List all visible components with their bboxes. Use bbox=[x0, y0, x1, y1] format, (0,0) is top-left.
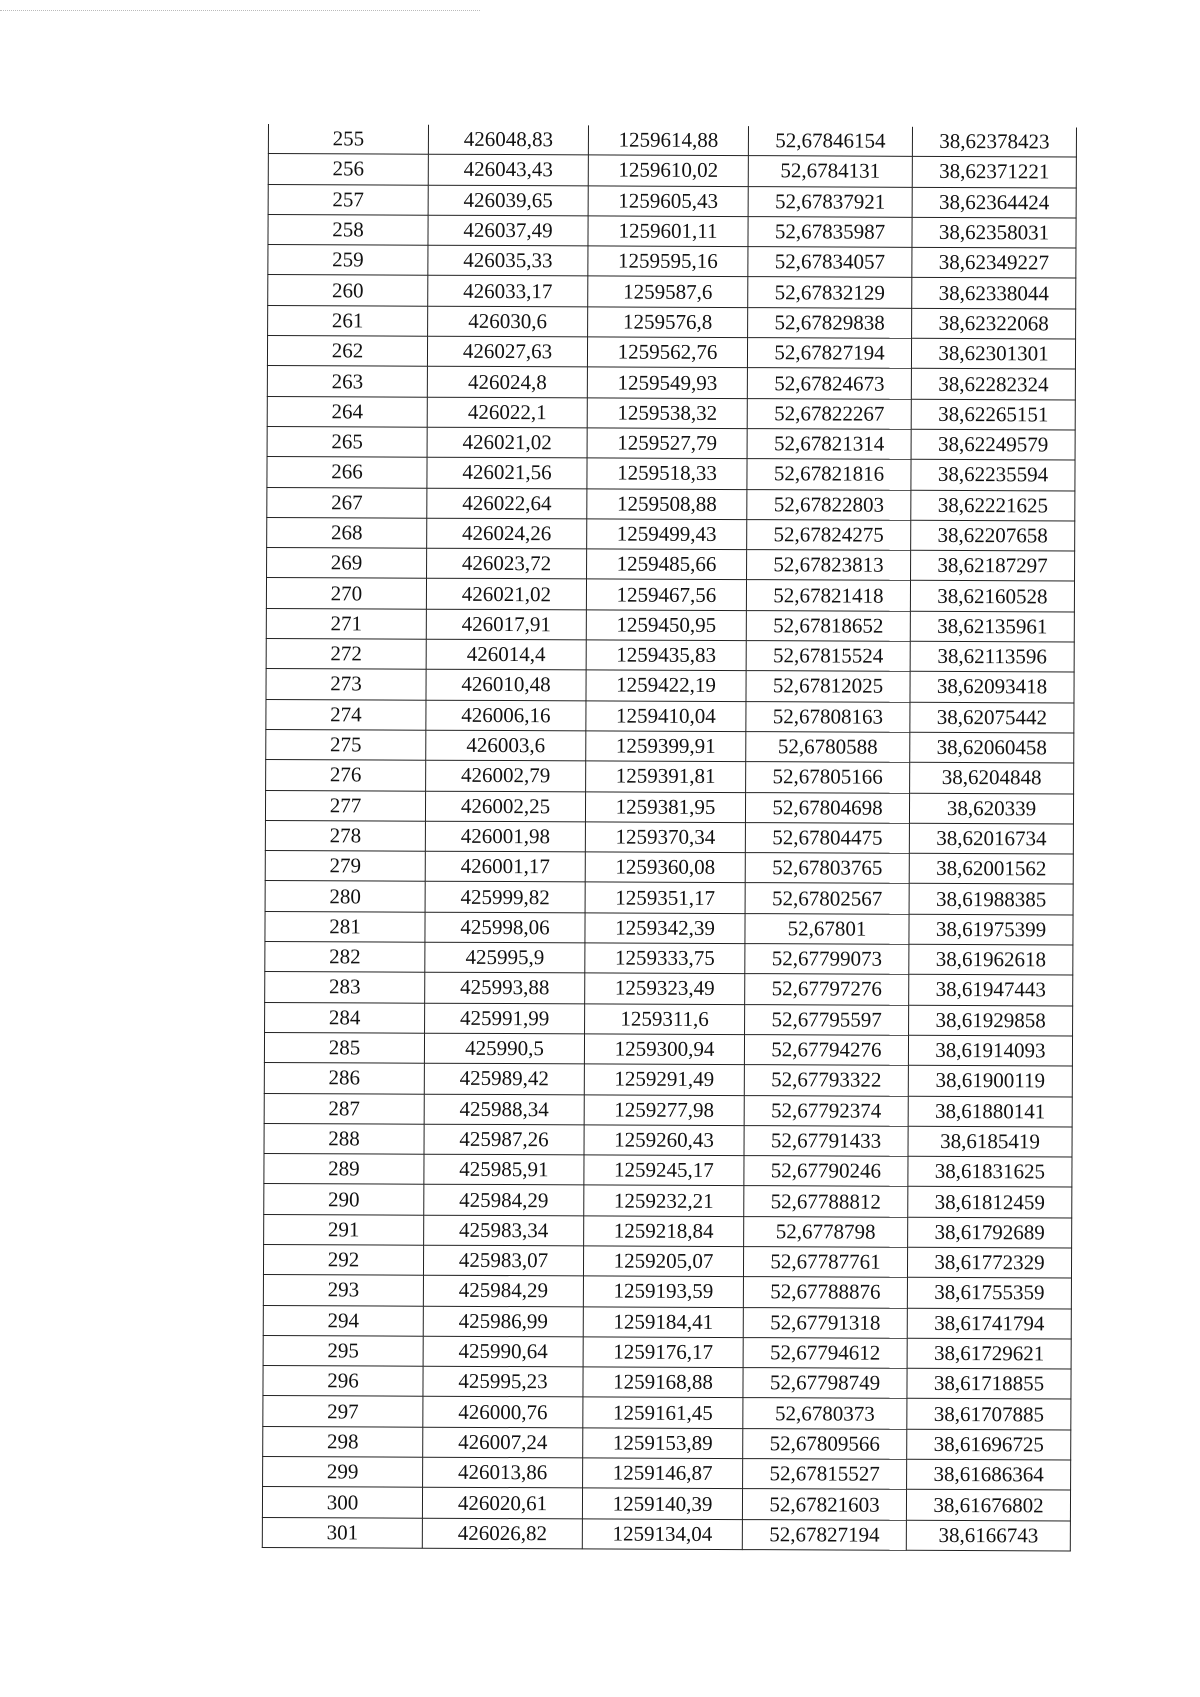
point-number-cell: 282 bbox=[265, 942, 425, 973]
latitude-cell: 52,67829838 bbox=[748, 307, 912, 338]
longitude-cell: 38,6166743 bbox=[906, 1520, 1070, 1551]
table-row bbox=[263, 1366, 1071, 1400]
point-number-cell: 278 bbox=[265, 820, 425, 851]
latitude-cell: 52,67804698 bbox=[745, 792, 909, 823]
x-coordinate-cell: 426021,02 bbox=[427, 427, 587, 458]
y-coordinate-cell: 1259291,49 bbox=[584, 1064, 744, 1095]
longitude-cell: 38,62282324 bbox=[911, 369, 1075, 400]
table-row bbox=[268, 154, 1076, 188]
table-row bbox=[268, 275, 1076, 309]
x-coordinate-cell: 425990,5 bbox=[424, 1033, 584, 1064]
x-coordinate-cell: 426026,82 bbox=[422, 1518, 582, 1549]
latitude-cell: 52,67804475 bbox=[745, 822, 909, 853]
point-number-cell: 280 bbox=[265, 881, 425, 912]
table-row bbox=[263, 1275, 1071, 1309]
table-row bbox=[264, 1184, 1072, 1218]
table-row bbox=[268, 305, 1076, 339]
table-row bbox=[265, 972, 1073, 1006]
x-coordinate-cell: 426017,91 bbox=[426, 609, 586, 640]
table-row bbox=[263, 1244, 1071, 1278]
y-coordinate-cell: 1259595,16 bbox=[588, 246, 748, 277]
latitude-cell: 52,67788876 bbox=[743, 1277, 907, 1308]
y-coordinate-cell: 1259342,39 bbox=[585, 913, 745, 944]
longitude-cell: 38,61718855 bbox=[907, 1368, 1071, 1399]
latitude-cell: 52,67809566 bbox=[743, 1428, 907, 1459]
x-coordinate-cell: 425984,29 bbox=[423, 1275, 583, 1306]
longitude-cell: 38,62378423 bbox=[912, 127, 1076, 158]
table-row bbox=[264, 1214, 1072, 1248]
table-row bbox=[266, 578, 1074, 612]
x-coordinate-cell: 426014,4 bbox=[426, 639, 586, 670]
x-coordinate-cell: 425998,06 bbox=[425, 912, 585, 943]
x-coordinate-cell: 426039,65 bbox=[428, 185, 588, 216]
latitude-cell: 52,67798749 bbox=[743, 1368, 907, 1399]
point-number-cell: 262 bbox=[267, 336, 427, 367]
latitude-cell: 52,6778798 bbox=[744, 1216, 908, 1247]
latitude-cell: 52,67805166 bbox=[746, 762, 910, 793]
longitude-cell: 38,61676802 bbox=[906, 1490, 1070, 1521]
x-coordinate-cell: 425999,82 bbox=[425, 882, 585, 913]
longitude-cell: 38,62113596 bbox=[910, 641, 1074, 672]
x-coordinate-cell: 426023,72 bbox=[427, 548, 587, 579]
y-coordinate-cell: 1259161,45 bbox=[583, 1397, 743, 1428]
latitude-cell: 52,67824673 bbox=[747, 368, 911, 399]
latitude-cell: 52,67821816 bbox=[747, 459, 911, 490]
latitude-cell: 52,67791318 bbox=[743, 1307, 907, 1338]
latitude-cell: 52,67797276 bbox=[745, 974, 909, 1005]
table-row bbox=[265, 851, 1073, 885]
table-row bbox=[265, 1002, 1073, 1036]
x-coordinate-cell: 426013,86 bbox=[423, 1457, 583, 1488]
table-row bbox=[265, 790, 1073, 824]
x-coordinate-cell: 426021,56 bbox=[427, 457, 587, 488]
latitude-cell: 52,6780588 bbox=[746, 732, 910, 763]
table-row bbox=[266, 729, 1074, 763]
longitude-cell: 38,62060458 bbox=[910, 732, 1074, 763]
longitude-cell: 38,61914093 bbox=[908, 1035, 1072, 1066]
table-row bbox=[264, 1063, 1072, 1097]
point-number-cell: 264 bbox=[267, 396, 427, 427]
x-coordinate-cell: 426035,33 bbox=[428, 245, 588, 276]
y-coordinate-cell: 1259300,94 bbox=[584, 1034, 744, 1065]
longitude-cell: 38,62016734 bbox=[909, 823, 1073, 854]
x-coordinate-cell: 426024,26 bbox=[427, 518, 587, 549]
latitude-cell: 52,67795597 bbox=[745, 1004, 909, 1035]
longitude-cell: 38,61975399 bbox=[909, 914, 1073, 945]
table-row bbox=[264, 1123, 1072, 1157]
longitude-cell: 38,61707885 bbox=[907, 1399, 1071, 1430]
latitude-cell: 52,67794276 bbox=[744, 1034, 908, 1065]
longitude-cell: 38,62301301 bbox=[911, 338, 1075, 369]
x-coordinate-cell: 426030,6 bbox=[428, 306, 588, 337]
longitude-cell: 38,61831625 bbox=[908, 1156, 1072, 1187]
point-number-cell: 292 bbox=[263, 1244, 423, 1275]
y-coordinate-cell: 1259467,56 bbox=[586, 579, 746, 610]
latitude-cell: 52,67834057 bbox=[748, 247, 912, 278]
table-row bbox=[267, 517, 1075, 551]
longitude-cell: 38,61880141 bbox=[908, 1096, 1072, 1127]
y-coordinate-cell: 1259549,93 bbox=[587, 367, 747, 398]
longitude-cell: 38,61947443 bbox=[909, 975, 1073, 1006]
table-row bbox=[262, 1487, 1070, 1521]
table-row bbox=[262, 1517, 1070, 1551]
y-coordinate-cell: 1259605,43 bbox=[588, 185, 748, 216]
table-row bbox=[265, 881, 1073, 915]
x-coordinate-cell: 426002,79 bbox=[426, 760, 586, 791]
latitude-cell: 52,67791433 bbox=[744, 1125, 908, 1156]
x-coordinate-cell: 426020,61 bbox=[422, 1488, 582, 1519]
latitude-cell: 52,6784131 bbox=[748, 156, 912, 187]
table-row bbox=[268, 245, 1076, 279]
point-number-cell: 284 bbox=[265, 1002, 425, 1033]
coordinates-table-body bbox=[262, 124, 1076, 1551]
table-row bbox=[267, 457, 1075, 491]
latitude-cell: 52,67821314 bbox=[747, 429, 911, 460]
table-row bbox=[266, 608, 1074, 642]
y-coordinate-cell: 1259311,6 bbox=[585, 1003, 745, 1034]
point-number-cell: 265 bbox=[267, 426, 427, 457]
y-coordinate-cell: 1259193,59 bbox=[583, 1276, 743, 1307]
point-number-cell: 257 bbox=[268, 184, 428, 215]
point-number-cell: 256 bbox=[268, 154, 428, 185]
point-number-cell: 277 bbox=[265, 790, 425, 821]
point-number-cell: 274 bbox=[266, 699, 426, 730]
table-row bbox=[263, 1396, 1071, 1430]
y-coordinate-cell: 1259134,04 bbox=[582, 1519, 742, 1550]
point-number-cell: 281 bbox=[265, 911, 425, 942]
y-coordinate-cell: 1259450,95 bbox=[586, 610, 746, 641]
latitude-cell: 52,67818652 bbox=[746, 610, 910, 641]
table-row bbox=[263, 1305, 1071, 1339]
table-row bbox=[268, 184, 1076, 218]
point-number-cell: 270 bbox=[266, 578, 426, 609]
y-coordinate-cell: 1259576,8 bbox=[588, 307, 748, 338]
longitude-cell: 38,62349227 bbox=[912, 247, 1076, 278]
x-coordinate-cell: 426000,76 bbox=[423, 1397, 583, 1428]
latitude-cell: 52,67822803 bbox=[747, 489, 911, 520]
y-coordinate-cell: 1259153,89 bbox=[583, 1428, 743, 1459]
y-coordinate-cell: 1259260,43 bbox=[584, 1125, 744, 1156]
x-coordinate-cell: 425987,26 bbox=[424, 1124, 584, 1155]
longitude-cell: 38,61792689 bbox=[908, 1217, 1072, 1248]
longitude-cell: 38,620339 bbox=[909, 793, 1073, 824]
longitude-cell: 38,62187297 bbox=[911, 550, 1075, 581]
longitude-cell: 38,61696725 bbox=[907, 1429, 1071, 1460]
longitude-cell: 38,61741794 bbox=[907, 1308, 1071, 1339]
point-number-cell: 293 bbox=[263, 1275, 423, 1306]
longitude-cell: 38,62135961 bbox=[910, 611, 1074, 642]
point-number-cell: 286 bbox=[264, 1063, 424, 1094]
y-coordinate-cell: 1259601,11 bbox=[588, 216, 748, 247]
table-row bbox=[263, 1457, 1071, 1491]
y-coordinate-cell: 1259370,34 bbox=[585, 822, 745, 853]
table-row bbox=[265, 820, 1073, 854]
y-coordinate-cell: 1259562,76 bbox=[587, 337, 747, 368]
point-number-cell: 295 bbox=[263, 1335, 423, 1366]
y-coordinate-cell: 1259333,75 bbox=[585, 943, 745, 974]
point-number-cell: 259 bbox=[268, 245, 428, 276]
longitude-cell: 38,62207658 bbox=[911, 520, 1075, 551]
longitude-cell: 38,6185419 bbox=[908, 1126, 1072, 1157]
x-coordinate-cell: 426022,1 bbox=[427, 397, 587, 428]
point-number-cell: 283 bbox=[265, 972, 425, 1003]
longitude-cell: 38,62371221 bbox=[912, 157, 1076, 188]
y-coordinate-cell: 1259435,83 bbox=[586, 640, 746, 671]
latitude-cell: 52,67801 bbox=[745, 913, 909, 944]
table-row bbox=[266, 760, 1074, 794]
point-number-cell: 299 bbox=[263, 1457, 423, 1488]
y-coordinate-cell: 1259205,07 bbox=[583, 1246, 743, 1277]
table-row bbox=[266, 699, 1074, 733]
x-coordinate-cell: 426001,17 bbox=[425, 851, 585, 882]
longitude-cell: 38,61988385 bbox=[909, 884, 1073, 915]
y-coordinate-cell: 1259508,88 bbox=[587, 488, 747, 519]
point-number-cell: 279 bbox=[265, 851, 425, 882]
point-number-cell: 267 bbox=[267, 487, 427, 518]
latitude-cell: 52,67799073 bbox=[745, 944, 909, 975]
table-row bbox=[268, 124, 1076, 157]
y-coordinate-cell: 1259610,02 bbox=[588, 155, 748, 186]
latitude-cell: 52,67827194 bbox=[747, 338, 911, 369]
point-number-cell: 290 bbox=[264, 1184, 424, 1215]
table-row bbox=[264, 1154, 1072, 1188]
y-coordinate-cell: 1259351,17 bbox=[585, 882, 745, 913]
y-coordinate-cell: 1259218,84 bbox=[584, 1216, 744, 1247]
y-coordinate-cell: 1259391,81 bbox=[586, 761, 746, 792]
y-coordinate-cell: 1259518,33 bbox=[587, 458, 747, 489]
point-number-cell: 258 bbox=[268, 214, 428, 245]
longitude-cell: 38,6204848 bbox=[910, 763, 1074, 794]
point-number-cell: 301 bbox=[262, 1517, 422, 1548]
latitude-cell: 52,67835987 bbox=[748, 216, 912, 247]
latitude-cell: 52,67793322 bbox=[744, 1065, 908, 1096]
longitude-cell: 38,61729621 bbox=[907, 1338, 1071, 1369]
point-number-cell: 298 bbox=[263, 1426, 423, 1457]
latitude-cell: 52,67812025 bbox=[746, 671, 910, 702]
table-row bbox=[263, 1426, 1071, 1460]
longitude-cell: 38,61772329 bbox=[907, 1247, 1071, 1278]
x-coordinate-cell: 426033,17 bbox=[428, 276, 588, 307]
longitude-cell: 38,62075442 bbox=[910, 702, 1074, 733]
table-row bbox=[267, 548, 1075, 582]
point-number-cell: 255 bbox=[268, 124, 428, 154]
table-row bbox=[264, 1093, 1072, 1127]
latitude-cell: 52,67815524 bbox=[746, 641, 910, 672]
longitude-cell: 38,61962618 bbox=[909, 944, 1073, 975]
point-number-cell: 276 bbox=[266, 760, 426, 791]
y-coordinate-cell: 1259232,21 bbox=[584, 1185, 744, 1216]
longitude-cell: 38,61929858 bbox=[909, 1005, 1073, 1036]
x-coordinate-cell: 426006,16 bbox=[426, 700, 586, 731]
latitude-cell: 52,67821418 bbox=[746, 580, 910, 611]
latitude-cell: 52,67821603 bbox=[742, 1489, 906, 1520]
latitude-cell: 52,67792374 bbox=[744, 1095, 908, 1126]
latitude-cell: 52,67823813 bbox=[747, 550, 911, 581]
longitude-cell: 38,62093418 bbox=[910, 672, 1074, 703]
x-coordinate-cell: 425990,64 bbox=[423, 1336, 583, 1367]
y-coordinate-cell: 1259176,17 bbox=[583, 1337, 743, 1368]
table-row bbox=[266, 639, 1074, 673]
table-row bbox=[263, 1335, 1071, 1369]
coordinates-table-container bbox=[262, 124, 1076, 1551]
y-coordinate-cell: 1259485,66 bbox=[587, 549, 747, 580]
x-coordinate-cell: 425984,29 bbox=[424, 1185, 584, 1216]
longitude-cell: 38,62001562 bbox=[909, 853, 1073, 884]
latitude-cell: 52,67827194 bbox=[742, 1519, 906, 1550]
point-number-cell: 271 bbox=[266, 608, 426, 639]
y-coordinate-cell: 1259381,95 bbox=[585, 791, 745, 822]
point-number-cell: 294 bbox=[263, 1305, 423, 1336]
latitude-cell: 52,67832129 bbox=[748, 277, 912, 308]
latitude-cell: 52,67822267 bbox=[747, 398, 911, 429]
latitude-cell: 52,67802567 bbox=[745, 883, 909, 914]
coordinates-table bbox=[262, 124, 1077, 1551]
x-coordinate-cell: 426048,83 bbox=[428, 125, 588, 155]
x-coordinate-cell: 425988,34 bbox=[424, 1094, 584, 1125]
latitude-cell: 52,67846154 bbox=[748, 126, 912, 157]
longitude-cell: 38,61812459 bbox=[908, 1187, 1072, 1218]
longitude-cell: 38,62364424 bbox=[912, 187, 1076, 218]
x-coordinate-cell: 425983,34 bbox=[424, 1215, 584, 1246]
x-coordinate-cell: 425995,9 bbox=[425, 942, 585, 973]
x-coordinate-cell: 425991,99 bbox=[425, 1003, 585, 1034]
y-coordinate-cell: 1259168,88 bbox=[583, 1367, 743, 1398]
x-coordinate-cell: 425985,91 bbox=[424, 1154, 584, 1185]
x-coordinate-cell: 425986,99 bbox=[423, 1306, 583, 1337]
x-coordinate-cell: 425995,23 bbox=[423, 1366, 583, 1397]
y-coordinate-cell: 1259140,39 bbox=[582, 1488, 742, 1519]
x-coordinate-cell: 426027,63 bbox=[427, 336, 587, 367]
latitude-cell: 52,67787761 bbox=[743, 1247, 907, 1278]
x-coordinate-cell: 425989,42 bbox=[424, 1063, 584, 1094]
table-row bbox=[267, 336, 1075, 370]
point-number-cell: 261 bbox=[268, 305, 428, 336]
y-coordinate-cell: 1259410,04 bbox=[586, 701, 746, 732]
y-coordinate-cell: 1259614,88 bbox=[588, 125, 748, 155]
point-number-cell: 296 bbox=[263, 1366, 423, 1397]
y-coordinate-cell: 1259245,17 bbox=[584, 1155, 744, 1186]
y-coordinate-cell: 1259323,49 bbox=[585, 973, 745, 1004]
point-number-cell: 288 bbox=[264, 1123, 424, 1154]
point-number-cell: 300 bbox=[262, 1487, 422, 1518]
longitude-cell: 38,62235594 bbox=[911, 460, 1075, 491]
x-coordinate-cell: 426037,49 bbox=[428, 215, 588, 246]
latitude-cell: 52,67824275 bbox=[747, 519, 911, 550]
latitude-cell: 52,67790246 bbox=[744, 1156, 908, 1187]
table-row bbox=[267, 366, 1075, 400]
longitude-cell: 38,62160528 bbox=[910, 581, 1074, 612]
x-coordinate-cell: 425993,88 bbox=[425, 973, 585, 1004]
point-number-cell: 266 bbox=[267, 457, 427, 488]
y-coordinate-cell: 1259422,19 bbox=[586, 670, 746, 701]
point-number-cell: 287 bbox=[264, 1093, 424, 1124]
longitude-cell: 38,61686364 bbox=[907, 1459, 1071, 1490]
y-coordinate-cell: 1259399,91 bbox=[586, 731, 746, 762]
x-coordinate-cell: 426022,64 bbox=[427, 488, 587, 519]
point-number-cell: 289 bbox=[264, 1154, 424, 1185]
x-coordinate-cell: 426007,24 bbox=[423, 1427, 583, 1458]
longitude-cell: 38,62249579 bbox=[911, 429, 1075, 460]
table-row bbox=[265, 942, 1073, 976]
latitude-cell: 52,67837921 bbox=[748, 186, 912, 217]
x-coordinate-cell: 426002,25 bbox=[425, 791, 585, 822]
y-coordinate-cell: 1259146,87 bbox=[583, 1458, 743, 1489]
y-coordinate-cell: 1259587,6 bbox=[588, 276, 748, 307]
y-coordinate-cell: 1259527,79 bbox=[587, 428, 747, 459]
point-number-cell: 291 bbox=[264, 1214, 424, 1245]
longitude-cell: 38,62265151 bbox=[911, 399, 1075, 430]
point-number-cell: 269 bbox=[267, 548, 427, 579]
x-coordinate-cell: 425983,07 bbox=[423, 1245, 583, 1276]
longitude-cell: 38,62358031 bbox=[912, 217, 1076, 248]
latitude-cell: 52,67808163 bbox=[746, 701, 910, 732]
table-row bbox=[264, 1032, 1072, 1066]
table-row bbox=[267, 396, 1075, 430]
table-row bbox=[266, 669, 1074, 703]
table-row bbox=[267, 426, 1075, 460]
point-number-cell: 268 bbox=[267, 517, 427, 548]
y-coordinate-cell: 1259184,41 bbox=[583, 1306, 743, 1337]
longitude-cell: 38,61755359 bbox=[907, 1278, 1071, 1309]
y-coordinate-cell: 1259360,08 bbox=[585, 852, 745, 883]
latitude-cell: 52,67788812 bbox=[744, 1186, 908, 1217]
longitude-cell: 38,62322068 bbox=[912, 308, 1076, 339]
x-coordinate-cell: 426024,8 bbox=[427, 367, 587, 398]
y-coordinate-cell: 1259277,98 bbox=[584, 1094, 744, 1125]
y-coordinate-cell: 1259499,43 bbox=[587, 519, 747, 550]
latitude-cell: 52,67803765 bbox=[745, 853, 909, 884]
longitude-cell: 38,62338044 bbox=[912, 278, 1076, 309]
latitude-cell: 52,67794612 bbox=[743, 1337, 907, 1368]
point-number-cell: 263 bbox=[267, 366, 427, 397]
longitude-cell: 38,61900119 bbox=[908, 1066, 1072, 1097]
point-number-cell: 260 bbox=[268, 275, 428, 306]
x-coordinate-cell: 426003,6 bbox=[426, 730, 586, 761]
x-coordinate-cell: 426001,98 bbox=[425, 821, 585, 852]
y-coordinate-cell: 1259538,32 bbox=[587, 398, 747, 429]
x-coordinate-cell: 426021,02 bbox=[426, 579, 586, 610]
point-number-cell: 273 bbox=[266, 669, 426, 700]
x-coordinate-cell: 426043,43 bbox=[428, 154, 588, 185]
scan-artifact-line bbox=[0, 10, 480, 11]
table-row bbox=[267, 487, 1075, 521]
point-number-cell: 297 bbox=[263, 1396, 423, 1427]
table-row bbox=[268, 214, 1076, 248]
point-number-cell: 285 bbox=[264, 1032, 424, 1063]
x-coordinate-cell: 426010,48 bbox=[426, 670, 586, 701]
point-number-cell: 272 bbox=[266, 639, 426, 670]
table-row bbox=[265, 911, 1073, 945]
point-number-cell: 275 bbox=[266, 729, 426, 760]
latitude-cell: 52,6780373 bbox=[743, 1398, 907, 1429]
latitude-cell: 52,67815527 bbox=[743, 1459, 907, 1490]
longitude-cell: 38,62221625 bbox=[911, 490, 1075, 521]
